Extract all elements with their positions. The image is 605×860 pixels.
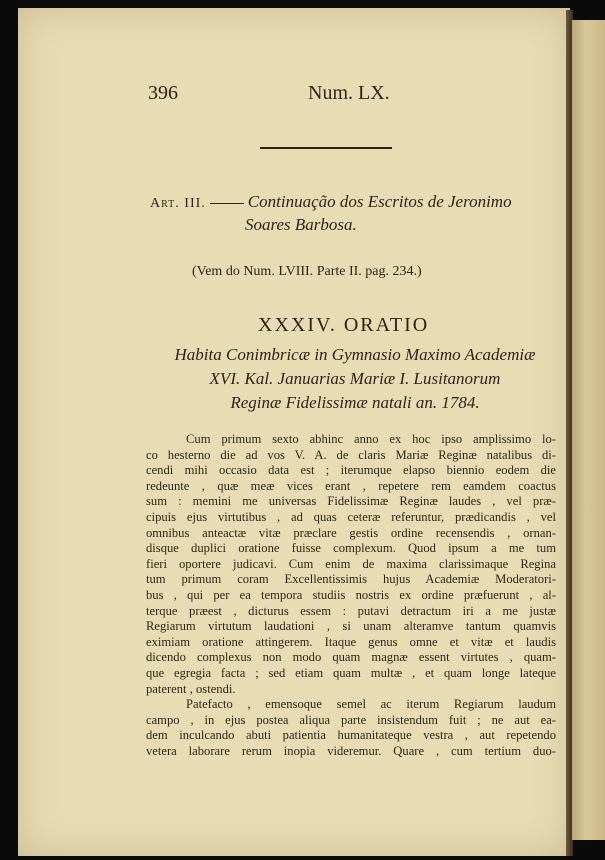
body-line: terque præest , dicturus essem : putavi detractum iri a me justæ: [146, 603, 556, 618]
body-line: Regiarum virtutum laudationi , si unam alteramve tantum quamvis: [146, 619, 556, 634]
body-line: co hesterno die ad vos V. A. de claris Mariæ Reginæ natalibus di-: [146, 447, 556, 462]
header-rule: [260, 147, 392, 149]
subtitle-line: Reginæ Fidelissimæ natali an. 1784.: [230, 393, 480, 412]
oratio-subtitle: [150, 343, 560, 415]
body-line: disque duplici oratione fuisse complexum. Quod ipsum a me tum: [146, 541, 556, 556]
body-line: eximiam oratione attingerem. Itaque genus omne et vitæ et laudis: [146, 634, 556, 649]
body-line: Cum primum sexto abhinc anno ex hoc ipso amplissimo lo-: [186, 432, 556, 446]
facing-page-edge: [572, 20, 605, 840]
subtitle-line: XVI. Kal. Januarias Mariæ I. Lusitanorum: [209, 369, 501, 388]
body-line: sum : memini me universas Fidelissimæ Reginæ laudes , vel præ-: [146, 494, 556, 509]
article-label: Art. III.: [150, 196, 206, 211]
body-line: fieri oportere judicavi. Cum enim de maxima clarissimaque Regina: [146, 556, 556, 571]
body-line: dem inculcando abuti patientia humanitateque vestra , aut repetendo: [146, 728, 556, 743]
continuation-reference: (Vem do Num. LVIII. Parte II. pag. 234.): [192, 264, 422, 279]
body-line: tum primum coram Excellentissimis hujus Academiæ Moderatori-: [146, 572, 556, 587]
body-text: [146, 432, 556, 759]
body-line: vetera laborare rerum inopia videremur. Quare , cum tertium duo-: [146, 743, 556, 758]
body-line: omnibus anteactæ vitæ præclare gestis ordine recensendis , ornan-: [146, 525, 556, 540]
body-line: cendi mihi occasio data est ; iterumque elapso biennio eodem die: [146, 463, 556, 478]
body-line: campo , in ejus postea aliqua parte insistendum fuit ; ne aut ea-: [146, 712, 556, 727]
body-line: redeunte , quæ meæ vices erant , repetere rem eamdem coactus: [146, 478, 556, 493]
article-dash: [210, 203, 244, 204]
page-number: 396: [148, 82, 178, 104]
subtitle-line: Habita Conimbricæ in Gymnasio Maximo Academiæ: [174, 345, 536, 364]
body-line: cipuis ejus virtutibus , ad quas ceteræ referuntur, prædicandis , vel: [146, 509, 556, 524]
body-line: dicendo complexus non modo quam magnæ essent virtutes , quam-: [146, 650, 556, 665]
oratio-title: XXXIV. ORATIO: [258, 314, 430, 336]
article-title-line2: Soares Barbosa.: [245, 215, 357, 234]
body-line: bus , qui per ea tempora studiis nostris ex ordine præfuerunt , al-: [146, 587, 556, 602]
body-line: paterent , ostendi.: [146, 681, 236, 696]
body-line: que egregia facta ; sed etiam quam multæ , et quam longe lateque: [146, 665, 556, 680]
article-heading: [150, 192, 560, 212]
body-line: Patefacto , emensoque semel ac iterum Regiarum laudum: [186, 697, 556, 712]
article-title-line1: Continuação dos Escritos de Jeronimo: [247, 192, 512, 211]
running-head: Num. LX.: [308, 82, 390, 104]
